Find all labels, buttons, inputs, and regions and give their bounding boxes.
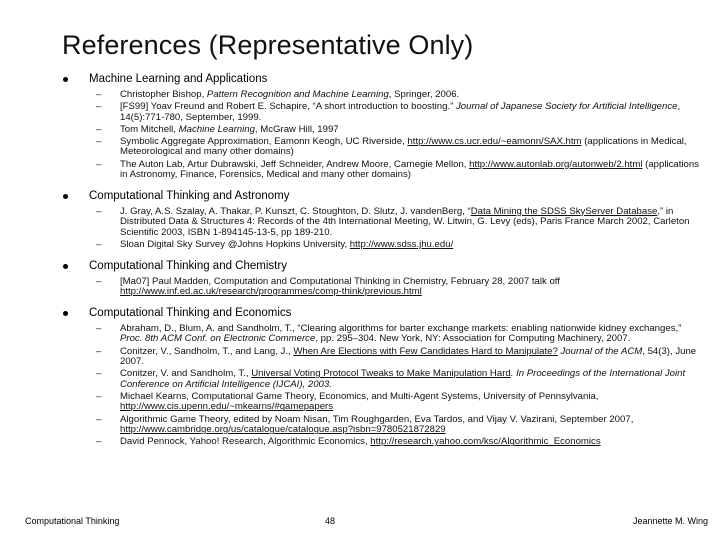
- reference-text: Sloan Digital Sky Survey @Johns Hopkins University,: [120, 239, 350, 251]
- reference-item: [96, 89, 700, 101]
- reference-link[interactable]: When Are Elections with Few Candidates Hard to Manipulate?: [293, 345, 558, 357]
- reference-item: [96, 123, 700, 136]
- reference-link[interactable]: Data Mining the SDSS SkyServer Database: [470, 205, 658, 217]
- footer-page-number: 48: [325, 516, 336, 526]
- slide-title: References (Representative Only): [62, 30, 474, 60]
- reference-item: [96, 135, 700, 158]
- dash-icon: –: [96, 101, 102, 113]
- reference-text: [Ma07] Paul Madden, Computation and Computational Thinking in Chemistry, February 28, 2007 talk off: [120, 275, 560, 287]
- reference-link[interactable]: http://research.yahoo.com/ksc/Algorithmic_Economics: [370, 436, 601, 448]
- reference-item: [96, 413, 700, 436]
- dash-icon: –: [96, 239, 102, 251]
- dash-icon: –: [96, 390, 102, 402]
- reference-item: [96, 239, 700, 251]
- reference-section: [60, 72, 700, 181]
- reference-item: [96, 322, 700, 345]
- dash-icon: –: [96, 368, 102, 380]
- reference-link[interactable]: http://www.cis.upenn.edu/~mkearns/#gamepapers: [120, 401, 334, 413]
- dash-icon: –: [96, 275, 102, 287]
- reference-text: ,” in Distributed Data & Structures 4: Records of the 4th International Meeting, W. Litwin, G. Levy (eds), Paris France March 2002, Carleton Scientific 2003, ISBN 1-894145-13-5, pp 189-210.: [120, 205, 690, 238]
- dash-icon: –: [96, 345, 102, 357]
- reference-item: [96, 345, 700, 368]
- footer-author: Jeannette M. Wing: [632, 516, 708, 526]
- reference-link[interactable]: http://www.cs.ucr.edu/~eamonn/SAX.htm: [407, 135, 582, 147]
- bullet-icon: [63, 311, 68, 316]
- reference-text: (applications in Medical, Meteorological and many other domains): [120, 135, 687, 158]
- reference-item: [96, 101, 700, 123]
- reference-text: The Auton Lab, Artur Dubrawski, Jeff Schneider, Andrew Moore, Carnegie Mellon,: [120, 158, 470, 170]
- dash-icon: –: [96, 413, 102, 425]
- reference-text: J. Gray, A.S. Szalay, A. Thakar, P. Kunszt, C. Stoughton, D. Slutz, J. vandenBerg, “: [120, 205, 471, 217]
- reference-link[interactable]: http://www.sdss.jhu.edu/: [349, 239, 454, 251]
- section-heading: Computational Thinking and Astronomy: [89, 189, 290, 202]
- section-heading: Computational Thinking and Economics: [89, 306, 292, 319]
- reference-item: [96, 436, 700, 448]
- reference-text: Symbolic Aggregate Approximation, Eamonn Keogh, UC Riverside,: [120, 135, 408, 147]
- dash-icon: –: [96, 205, 102, 217]
- reference-item: [96, 390, 700, 413]
- bullet-icon: [63, 264, 68, 269]
- reference-link[interactable]: http://www.inf.ed.ac.uk/research/programmes/comp-think/previous.html: [120, 286, 422, 298]
- dash-icon: –: [96, 135, 102, 147]
- reference-link[interactable]: Universal Voting Protocol Tweaks to Make Manipulation Hard: [251, 368, 511, 380]
- reference-text: Conitzer, V. and Sandholm, T.,: [120, 368, 252, 380]
- reference-text: Michael Kearns, Computational Game Theory, Economics, and Multi-Agent Systems, University of Pennsylvania,: [120, 390, 599, 402]
- reference-text: David Pennock, Yahoo! Research, Algorithmic Economics,: [120, 436, 371, 448]
- reference-text: Conitzer, V., Sandholm, T., and Lang, J.,: [120, 345, 294, 357]
- bullet-icon: [63, 77, 68, 82]
- section-heading: Computational Thinking and Chemistry: [89, 259, 287, 272]
- dash-icon: –: [96, 322, 102, 334]
- reference-item: [96, 158, 700, 181]
- reference-section: [60, 189, 700, 251]
- reference-item: [96, 275, 700, 298]
- reference-section: [60, 306, 700, 448]
- reference-text: . In Proceedings of the International Joint Conference on Artificial Intelligence (IJCAI), 2003.: [120, 368, 686, 390]
- reference-text: Journal of the ACM: [560, 345, 643, 357]
- reference-text: [FS99] Yoav Freund and Robert E. Schapire, “A short introduction to boosting.”: [120, 101, 456, 113]
- dash-icon: –: [96, 436, 102, 448]
- reference-text: , pp. 295–304. New York, NY: Association for Computing Machinery, 2007.: [315, 333, 631, 345]
- reference-link[interactable]: http://www.cambridge.org/us/catalogue/catalogue.asp?isbn=9780521872829: [120, 424, 446, 436]
- references-list: [60, 72, 700, 449]
- reference-text: Christopher Bishop,: [120, 89, 207, 100]
- reference-text: Tom Mitchell,: [120, 123, 179, 135]
- dash-icon: –: [96, 89, 102, 100]
- reference-item: [96, 368, 700, 390]
- dash-icon: –: [96, 158, 102, 170]
- reference-text: Pattern Recognition and Machine Learning: [206, 89, 389, 100]
- reference-text: Proc. 8th ACM Conf. on Electronic Commerce: [120, 333, 316, 345]
- reference-text: , 14(5):771-780, September, 1999.: [120, 101, 681, 123]
- reference-text: Machine Learning: [178, 123, 255, 135]
- reference-text: Abraham, D., Blum, A. and Sandholm, T., “Clearing algorithms for barter exchange markets: enabling nationwide kidney exchanges,”: [120, 322, 682, 334]
- reference-text: , Springer, 2006.: [388, 89, 460, 100]
- footer-course: Computational Thinking: [25, 516, 120, 526]
- reference-item: [96, 205, 700, 239]
- reference-section: [60, 259, 700, 298]
- bullet-icon: [63, 194, 68, 199]
- reference-link[interactable]: http://www.autonlab.org/autonweb/2.html: [469, 158, 643, 170]
- reference-text: , 54(3), June 2007.: [120, 345, 697, 368]
- reference-text: Algorithmic Game Theory, edited by Noam Nisan, Tim Roughgarden, Eva Tardos, and Vijay V. Vazirani, September 2007,: [120, 413, 634, 425]
- reference-text: , McGraw Hill, 1997: [254, 123, 339, 135]
- reference-text: (applications in Astronomy, Finance, Forensics, Medical and many other domains): [120, 158, 699, 181]
- reference-text: Journal of Japanese Society for Artificial Intelligence: [455, 101, 678, 113]
- section-heading: Machine Learning and Applications: [89, 73, 268, 85]
- dash-icon: –: [96, 123, 102, 135]
